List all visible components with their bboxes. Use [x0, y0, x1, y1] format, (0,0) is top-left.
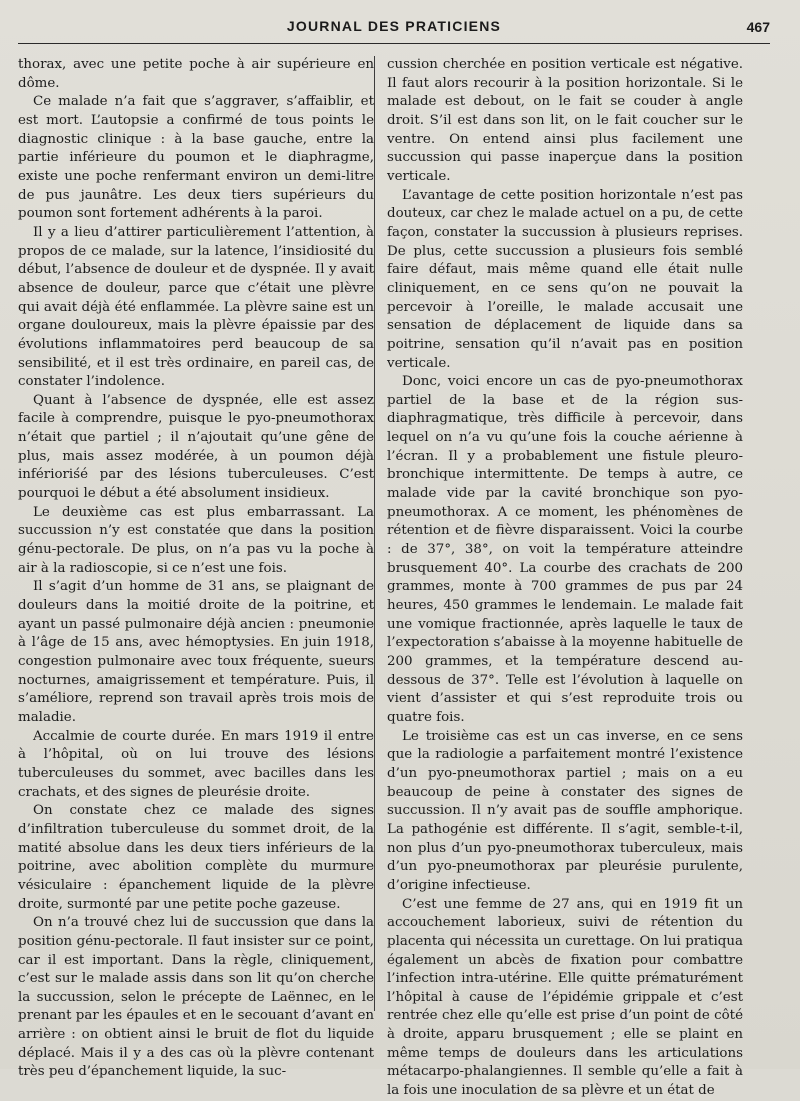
paragraph: On n’a trouvé chez lui de succussion que dans la position génu-pectorale. Il faut insister sur ce point, car il est important. Dans la règle, cliniquement, c’est sur le malade assis dans son lit qu’on cherche la succussion, selon le précepte de Laënnec, en le prenant par les épaules et en le secouant d’avant en arrière : on obtient ainsi le bruit de flot du liquide déplacé. Mais il y a des cas où la plèvre contenant très peu d’épanchement liquide, la suc- — [18, 915, 374, 1080]
paragraph: cussion cherchée en position verticale est négative. Il faut alors recourir à la position horizontale. Si le malade est debout, on le fait se couder à angle droit. S’il est dans son lit, on le fait coucher sur le ventre. On entend ainsi plus facilement une succussion qui passe inaperçue dans la position verticale. — [387, 57, 743, 184]
journal-title: JOURNAL DES PRATICIENS — [286, 18, 502, 34]
right-column — [387, 56, 743, 1101]
paragraph: On constate chez ce malade des signes d’infiltration tuberculeuse du sommet droit, de la matité absolue dans les deux tiers inférieurs de la poitrine, avec abolition complète du murmure vésiculaire : épanchement liquide de la plèvre droite, surmonté par une petite poche gazeuse. — [18, 803, 374, 912]
paragraph: Le deuxième cas est plus embarrassant. La succussion n’y est constatée que dans la position génu-pectorale. De plus, on n’a pas vu la poche à air à la radioscopie, si ce n’est une fois. — [18, 504, 374, 576]
paragraph: Il y a lieu d’attirer particulièrement l’attention, à propos de ce malade, sur la latence, l’insidiosité du début, l’absence de douleur et de dyspnée. Il y avait absence de douleur, parce que c’était une plèvre qui avait déjà été enflammée. La plèvre saine est un organe douloureux, mais la plèvre épaissie par des évolutions inflammatoires perd beaucoup de sa sensibilité, et il est très ordinaire, en pareil cas, de constater l’indolence. — [18, 224, 374, 390]
paragraph: Donc, voici encore un cas de pyo-pneumothorax partiel de la base et de la région sus-diaphragmatique, très difficile à percevoir, dans lequel on n’a vu qu’une fois la couche aérienne à l’écran. Il y a probablement une fistule pleuro-bronchique intermittente. De temps à autre, ce malade vide par la cavité bronchique son pyo-pneumothorax. A ce moment, les phénomènes de rétention et de fièvre disparaissent. Voici la courbe : de 37°, 38°, on voit la température atteindre brusquement 40°. La courbe des crachats de 200 grammes, monte à 700 grammes de pus par 24 heures, 450 grammes le lendemain. Le malade fait une vomique fractionnée, après laquelle le taux de l’expectoration s’abaisse à la moyenne habituelle de 200 grammes, et la température descend au-dessous de 37°. Telle est l’évolution à laquelle on vient d’assister et qui s’est reproduite trois ou quatre fois. — [387, 374, 743, 725]
paragraph: L’avantage de cette position horizontale n’est pas douteux, car chez le malade actuel on a pu, de cette façon, constater la succussion à plusieurs reprises. De plus, cette succussion a plusieurs fois semblé faire défaut, mais même quand elle était nulle cliniquement, en ce sens qu’on ne pouvait la percevoir à l’oreille, le malade accusait une sensation de déplacement de liquide dans sa poitrine, sensation qu’il n’avait pas en position verticale. — [387, 187, 743, 371]
paragraph: C’est une femme de 27 ans, qui en 1919 fit un accouchement laborieux, suivi de rétention du placenta qui nécessita un curettage. On lui pratiqua également un abcès de fixation pour combattre l’infection intra-utérine. Elle quitte prématurément l’hôpital à cause de l’épidémie grippale et c’est rentrée chez elle qu’elle est prise d’un point de côté à droite, apparu brusquement ; elle se plaint en même temps de douleurs dans les articulations métacarpo-phalangiennes. Il semble qu’elle a fait à la fois une inoculation de sa plèvre et un état de — [387, 896, 743, 1099]
paragraph: Quant à l’absence de dyspnée, elle est assez facile à comprendre, puisque le pyo-pneumothorax n’était que partiel ; il n’ajoutait qu’une gêne de plus, mais assez modérée, à un poumon déjà inférioriśé par des lésions tuberculeuses. C’est pourquoi le début a été absolument insidieux. — [18, 392, 374, 502]
page-number: 467 — [746, 19, 770, 35]
paragraph: Accalmie de courte durée. En mars 1919 il entre à l’hôpital, où on lui trouve des lésions tuberculeuses du sommet, avec bacilles dans les crachats, et des signes de pleurésie droite. — [18, 728, 374, 800]
column-divider — [374, 56, 375, 1011]
paragraph: Le troisième cas est un cas inverse, en ce sens que la radiologie a parfaitement montré l’existence d’un pyo-pneumothorax partiel ; mais on a eu beaucoup de peine à constater des signes de succussion. Il n’y avait pas de souffle amphorique. La pathogénie est différente. Il s’agit, semble-t-il, non plus d’un pyo-pneumothorax tuberculeux, mais d’un pyo-pneumothorax par pleurésie purulente, d’origine infectieuse. — [387, 728, 743, 893]
left-column — [18, 56, 374, 1082]
paragraph: Ce malade n’a fait que s’aggraver, s’affaiblir, et est mort. L’autopsie a confirmé de tous points le diagnostic clinique : à la base gauche, entre la partie inférieure du poumon et le diaphragme, existe une poche renfermant environ un demi-litre de pus jaunâtre. Les deux tiers supérieurs du poumon sont fortement adhérents à la paroi. — [18, 94, 374, 222]
header-rule — [18, 43, 770, 44]
paragraph: Il s’agit d’un homme de 31 ans, se plaignant de douleurs dans la moitié droite de la poitrine, et ayant un passé pulmonaire déjà ancien : pneumonie à l’âge de 15 ans, avec hémoptysies. En juin 1918, congestion pulmonaire avec toux fréquente, sueurs nocturnes, amaigrissement et température. Puis, il s’améliore, reprend son travail après trois mois de maladie. — [18, 579, 374, 725]
page-header — [18, 18, 770, 40]
paragraph: thorax, avec une petite poche à air supérieure en dôme. — [18, 57, 374, 91]
